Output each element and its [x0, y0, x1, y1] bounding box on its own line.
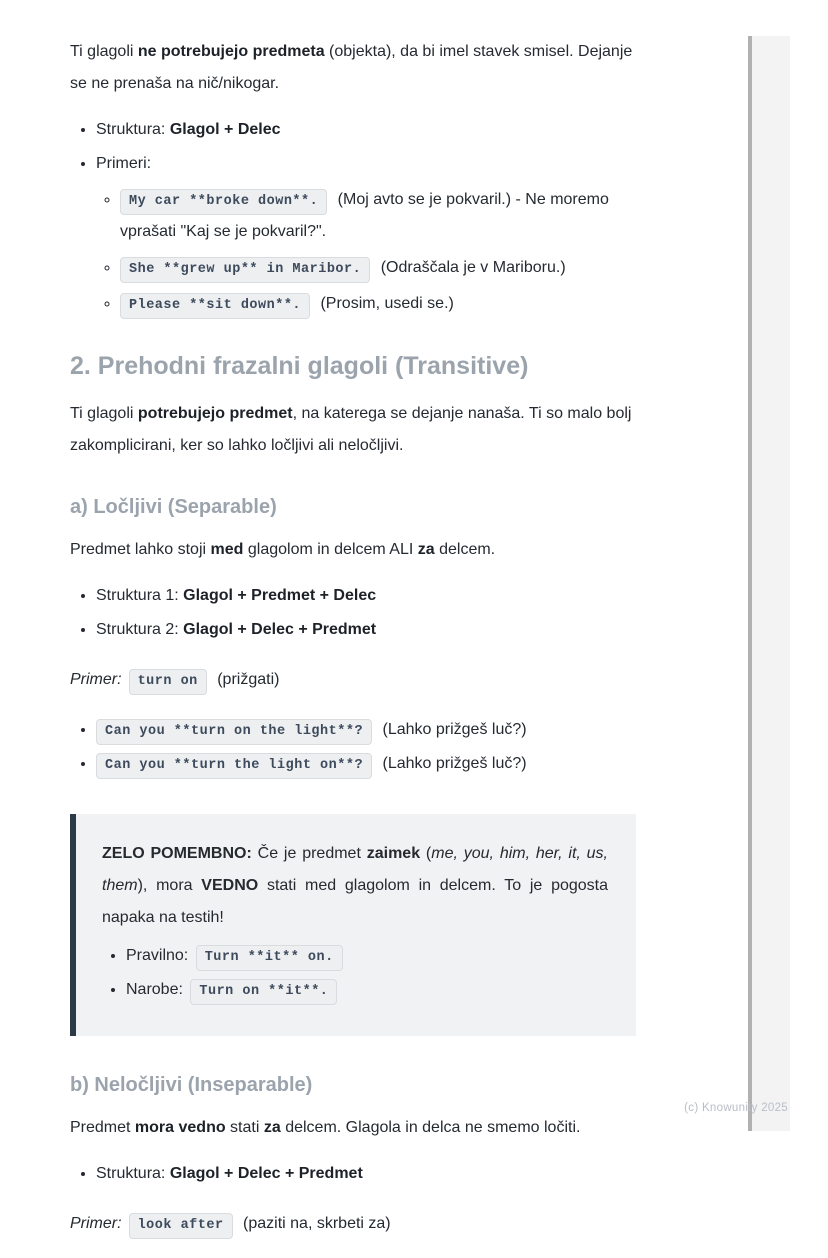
bold-run: ne potrebujejo predmeta — [137, 43, 325, 60]
text-run: Pravilno: — [126, 947, 193, 964]
text-run: ( — [420, 845, 432, 862]
subsection-heading-inseparable: b) Neločljivi (Inseparable) — [70, 1074, 313, 1096]
text-run: (paziti na, skrbeti za) — [238, 1215, 391, 1232]
example-item — [120, 288, 636, 320]
important-callout — [70, 814, 636, 1036]
callout-item-narobe — [126, 974, 608, 1006]
section-heading-transitive: 2. Prehodni frazalni glagoli (Transitive) — [70, 352, 529, 380]
subsection-heading-separable: a) Ločljivi (Separable) — [70, 496, 277, 518]
bold-run: ZELO POMEMBNO: — [102, 845, 252, 862]
bold-run: mora vedno — [134, 1119, 226, 1136]
bold-run: med — [210, 541, 244, 558]
bold-run: Glagol + Predmet + Delec — [183, 587, 377, 604]
primer-label: Primer: — [70, 1215, 122, 1232]
text-run: delcem. Glagola in delca ne smemo ločiti. — [280, 1119, 581, 1136]
text-run: (prižgati) — [212, 671, 280, 688]
primer-line-turn-on — [70, 664, 636, 696]
document-content — [70, 36, 636, 1258]
text-run: Struktura 2: — [96, 621, 184, 638]
text-run: Ti glagoli — [70, 405, 138, 422]
intro-paragraph — [70, 36, 636, 100]
text-run: , na katerega se dejanje nanaša. Ti so malo bolj zakomplicirani, ker so lahko ločljivi ali neločljivi. — [70, 405, 632, 454]
code-snippet: Please **sit down**. — [120, 293, 310, 319]
bold-run: potrebujejo predmet — [137, 405, 293, 422]
bold-run: VEDNO — [201, 877, 259, 894]
text-run: stati — [225, 1119, 264, 1136]
text-run: Narobe: — [126, 981, 188, 998]
separable-structure-list — [70, 580, 636, 646]
callout-paragraph — [102, 838, 608, 934]
example-item — [96, 748, 636, 780]
bold-run: Glagol + Delec + Predmet — [183, 621, 377, 638]
text-run: glagolom in delcem ALI — [243, 541, 418, 558]
text-run: stati med glagolom in delcem. To je pogosta napaka na testih! — [102, 877, 609, 926]
primer-label: Primer: — [70, 671, 122, 688]
text-run: (Odraščala je v Mariboru.) — [376, 259, 566, 276]
bold-run: za — [417, 541, 435, 558]
bold-run: Glagol + Delec — [169, 121, 281, 138]
code-snippet: Turn **it** on. — [196, 945, 343, 971]
text-run: Struktura: — [96, 1165, 170, 1182]
list-item-struktura-2 — [96, 614, 636, 646]
text-run: ), mora — [137, 877, 202, 894]
example-item — [120, 184, 636, 248]
code-snippet: Can you **turn on the light**? — [96, 719, 372, 745]
intransitive-structure-list — [70, 114, 636, 320]
code-snippet: Turn on **it**. — [190, 979, 337, 1005]
list-item-primeri — [96, 148, 636, 320]
code-snippet: Can you **turn the light on**? — [96, 753, 372, 779]
text-run: Ti glagoli — [70, 43, 138, 60]
text-run: delcem. — [434, 541, 496, 558]
inseparable-structure-list — [70, 1158, 636, 1190]
separable-examples-list — [70, 714, 636, 780]
list-item-struktura — [96, 1158, 636, 1190]
scrollbar[interactable] — [748, 36, 790, 1131]
italic-run: me, you, him, her, it, us, them — [102, 845, 609, 894]
code-snippet: turn on — [129, 669, 207, 695]
text-run: Struktura 1: — [96, 587, 184, 604]
primer-line-look-after — [70, 1208, 636, 1240]
bold-run: za — [263, 1119, 281, 1136]
callout-list — [102, 940, 608, 1006]
bold-run: Glagol + Delec + Predmet — [169, 1165, 363, 1182]
separable-paragraph — [70, 534, 636, 566]
text-run: (Moj avto se je pokvaril.) - Ne moremo vprašati "Kaj se je pokvaril?". — [120, 191, 609, 240]
bold-run: zaimek — [366, 845, 421, 862]
callout-item-pravilno — [126, 940, 608, 972]
text-run: Struktura: — [96, 121, 170, 138]
code-snippet: look after — [129, 1213, 233, 1239]
text-run: (Prosim, usedi se.) — [316, 295, 454, 312]
code-snippet: My car **broke down**. — [120, 189, 327, 215]
inseparable-paragraph — [70, 1112, 636, 1144]
text-run: Predmet — [70, 1119, 135, 1136]
examples-list — [96, 184, 636, 320]
text-run: (Lahko prižgeš luč?) — [378, 721, 527, 738]
text-run: Primeri: — [96, 155, 152, 172]
example-item — [120, 252, 636, 284]
scrollbar-thumb[interactable] — [748, 36, 752, 1131]
code-snippet: She **grew up** in Maribor. — [120, 257, 370, 283]
list-item-struktura-1 — [96, 580, 636, 612]
footer-watermark: (c) Knowunity 2025 — [684, 1102, 788, 1114]
text-run: Če je predmet — [251, 845, 367, 862]
transitive-paragraph — [70, 398, 636, 462]
example-item — [96, 714, 636, 746]
text-run: (Lahko prižgeš luč?) — [378, 755, 527, 772]
text-run: (objekta), da bi imel stavek smisel. Dejanje se ne prenaša na nič/nikogar. — [70, 43, 633, 92]
list-item-struktura — [96, 114, 636, 146]
text-run: Predmet lahko stoji — [70, 541, 211, 558]
